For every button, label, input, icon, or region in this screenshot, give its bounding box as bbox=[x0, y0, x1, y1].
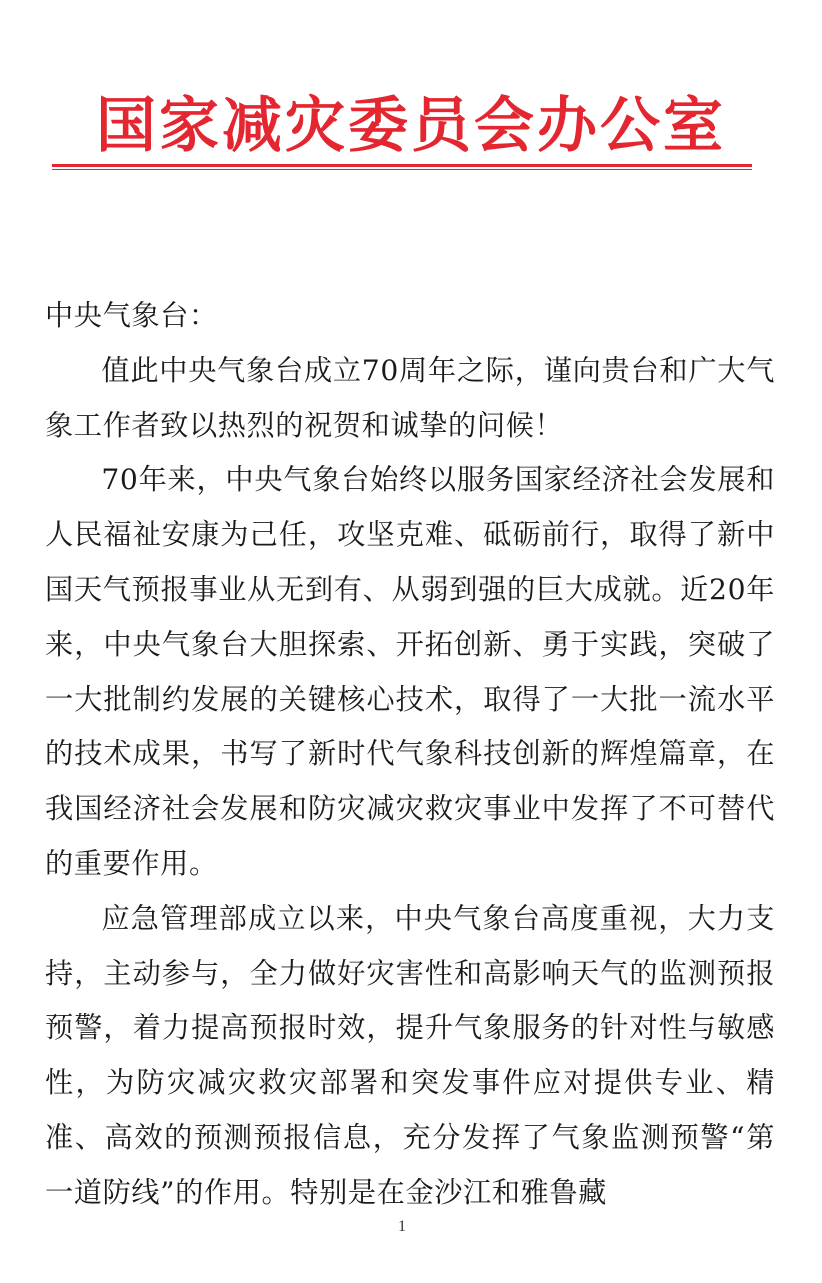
letterhead-title: 国家减灾委员会办公室 bbox=[96, 91, 726, 161]
page-number: 1 bbox=[398, 1218, 406, 1235]
letter-body bbox=[45, 289, 775, 1221]
paragraph-achievements: 70年来，中央气象台始终以服务国家经济社会发展和人民福祉安康为己任，攻坚克难、砥砺前行，取得了新中国天气预报事业从无到有、从弱到强的巨大成就。近20年来，中央气象台大胆探索、开拓创新、勇于实践，突破了一大批制约发展的关键核心技术，取得了一大批一流水平的技术成果，书写了新时代气象科技创新的辉煌篇章，在我国经济社会发展和防灾减灾救灾事业中发挥了不可替代的重要作用。 bbox=[45, 463, 775, 880]
letterhead-rule-thick bbox=[52, 164, 752, 167]
salutation: 中央气象台： bbox=[45, 299, 218, 332]
paragraph-emergency-management: 应急管理部成立以来，中央气象台高度重视，大力支持，主动参与，全力做好灾害性和高影响天气的监测预报预警，着力提高预报时效，提升气象服务的针对性与敏感性，为防灾减灾救灾部署和突发事件应对提供专业、精准、高效的预测预报信息，充分发挥了气象监测预警“第一道防线”的作用。特别是在金沙江和雅鲁藏 bbox=[45, 901, 775, 1209]
letterhead bbox=[0, 88, 822, 168]
paragraph-greeting: 值此中央气象台成立70周年之际，谨向贵台和广大气象工作者致以热烈的祝贺和诚挚的问候！ bbox=[45, 353, 775, 442]
letterhead-rule-thin bbox=[52, 169, 752, 170]
